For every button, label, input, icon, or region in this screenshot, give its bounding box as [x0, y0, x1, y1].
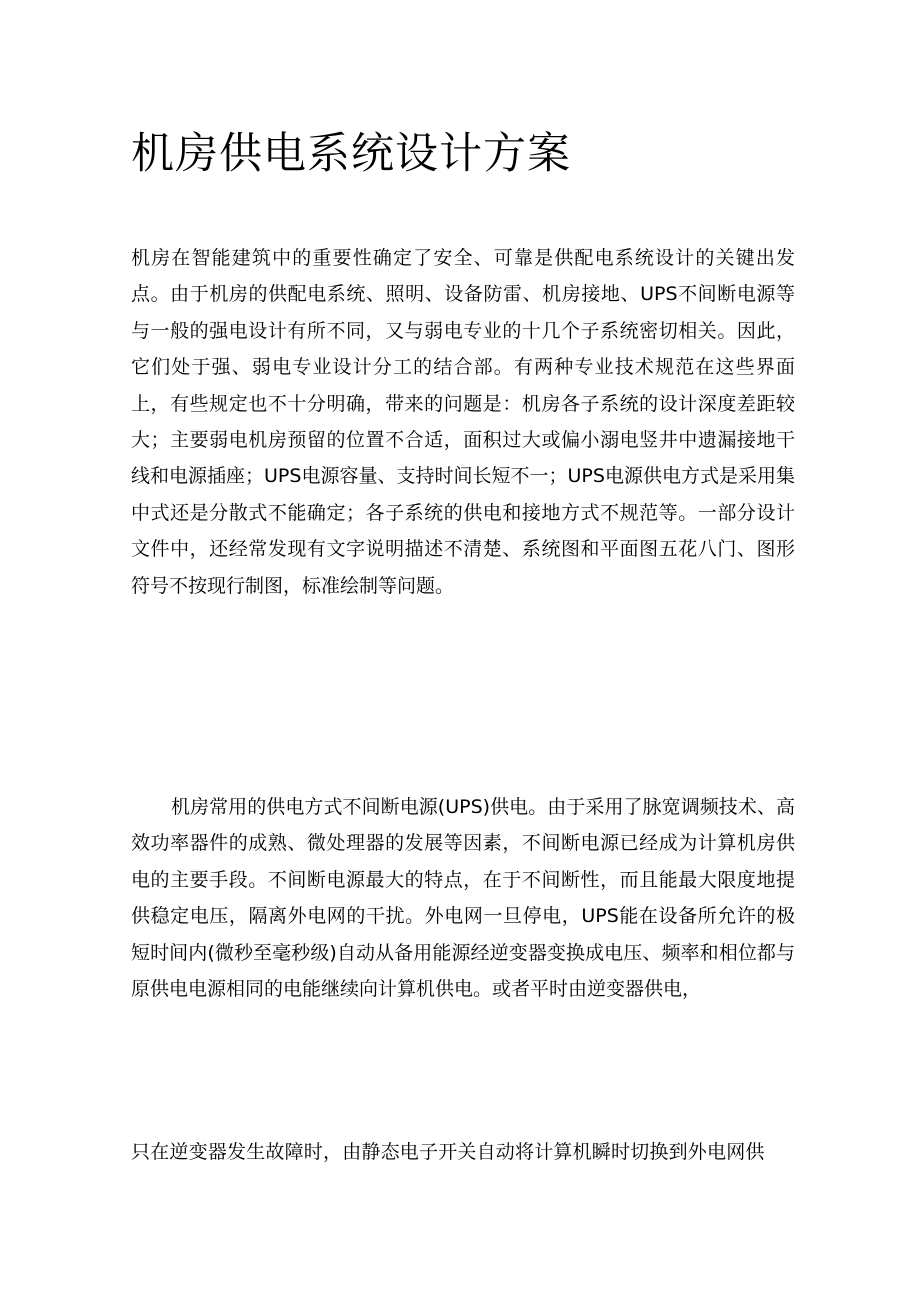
paragraph-intro: 机房在智能建筑中的重要性确定了安全、可靠是供配电系统设计的关键出发点。由于机房的供配电系统、照明、设备防雷、机房接地、UPS不间断电源等与一般的强电设计有所不同，又与弱电专业的十几个子系统密切相关。因此，它们处于强、弱电专业设计分工的结合部。有两种专业技术规范在这些界面上，有些规定也不十分明确，带来的问题是：机房各子系统的设计深度差距较大；主要弱电机房预留的位置不合适，面积过大或偏小溺电竖井中遗漏接地干线和电源插座；UPS电源容量、支持时间长短不一；UPS电源供电方式是采用集中式还是分散式不能确定；各子系统的供电和接地方式不规范等。一部分设计文件中，还经常发现有文字说明描述不清楚、系统图和平面图五花八门、图形符号不按现行制图，标准绘制等问题。: [131, 247, 795, 597]
paragraph-ups-supply: 机房常用的供电方式不间断电源(UPS)供电。由于采用了脉宽调频技术、高效功率器件的成熟、微处理器的发展等因素，不间断电源已经成为计算机房供电的主要手段。不间断电源最大的特点，在于不间断性，而且能最大限度地提供稳定电压，隔离外电网的干扰。外电网一旦停电，UPS能在设备所允许的极短时间内(微秒至毫秒级)自动从备用能源经逆变器变换成电压、频率和相位都与原供电电源相同的电能继续向计算机供电。或者平时由逆变器供电，: [131, 796, 795, 1001]
document-title: 机房供电系统设计方案: [131, 129, 571, 179]
paragraph-inverter-fault: 只在逆变器发生故障时，由静态电子开关自动将计算机瞬时切换到外电网供: [131, 1141, 765, 1163]
